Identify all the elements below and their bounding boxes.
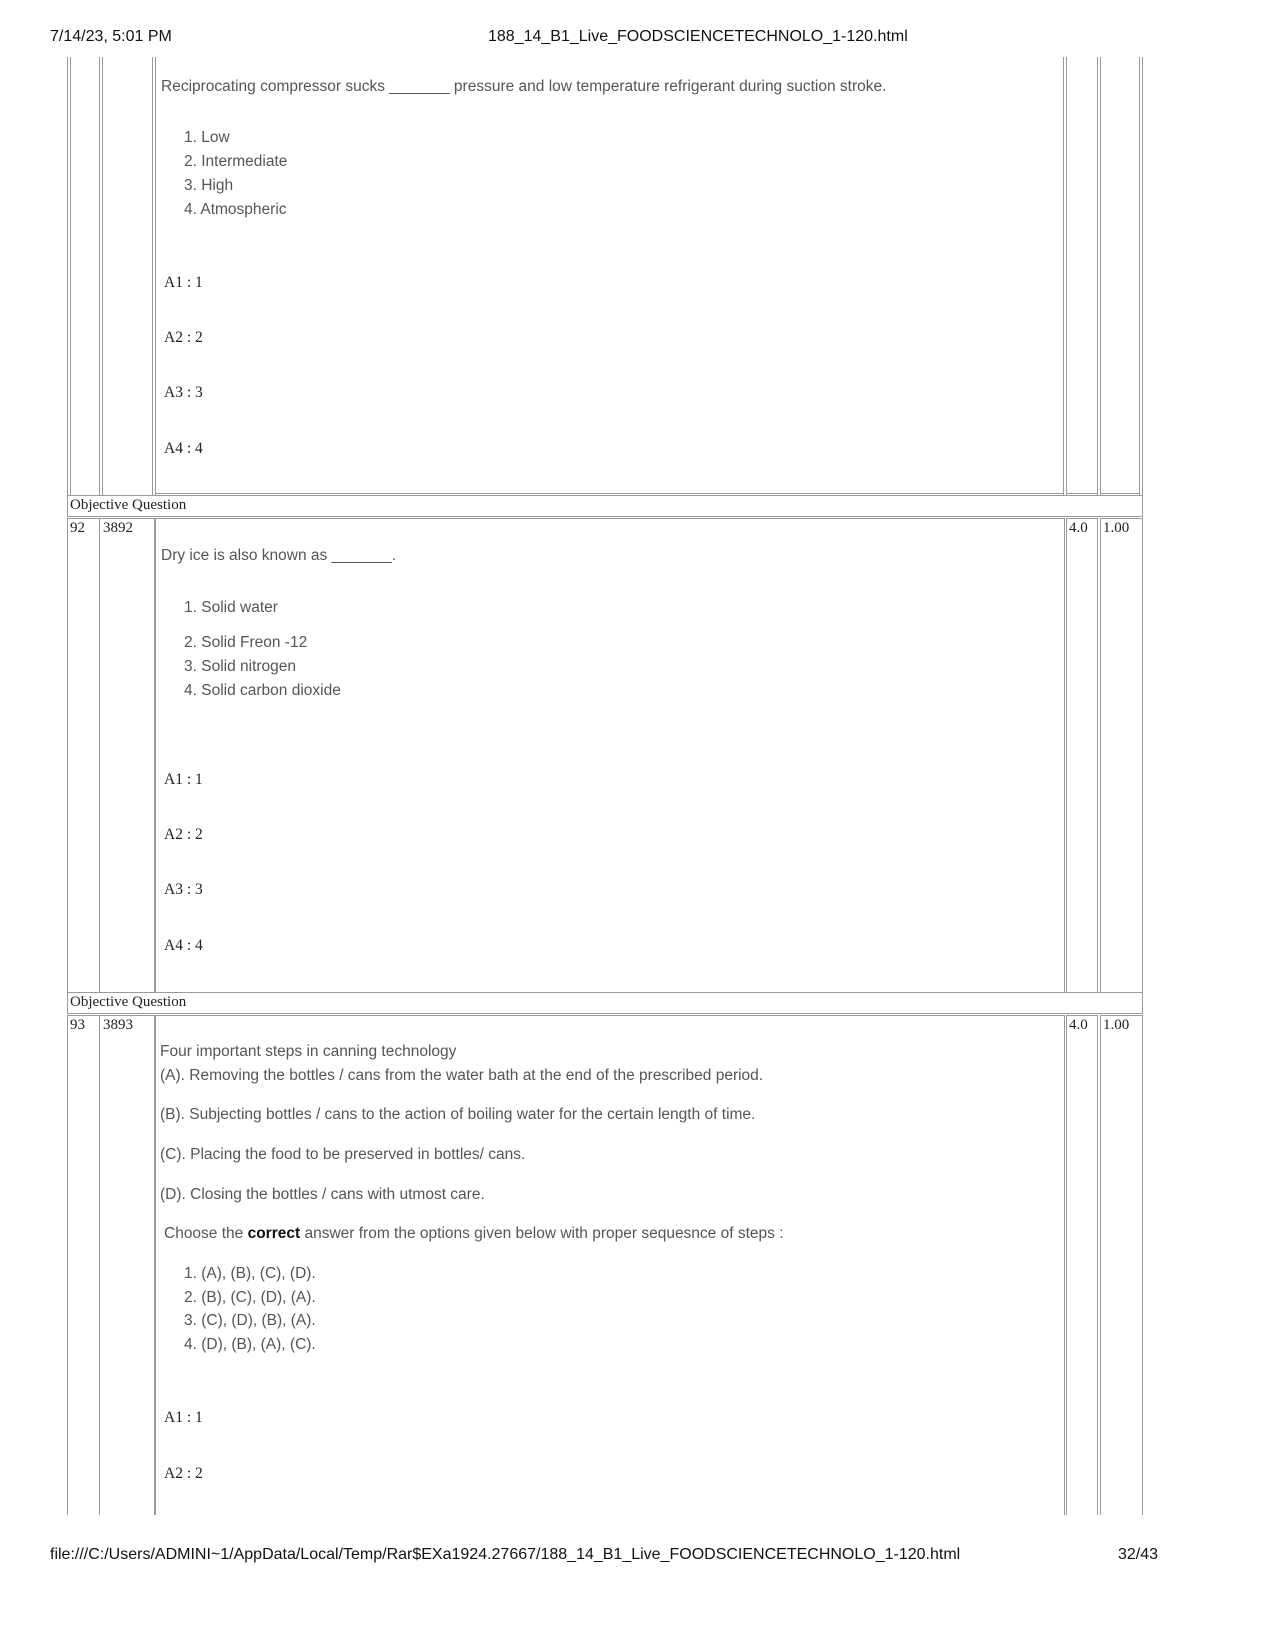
q93-option-3: 3. (C), (D), (B), (A). bbox=[184, 1312, 316, 1329]
q93-instruction: Choose the correct answer from the options given below with proper sequesnce of steps : bbox=[164, 1225, 784, 1242]
q93-number-cell bbox=[67, 1015, 100, 1515]
q93-negative-cell bbox=[1100, 1015, 1143, 1515]
q93-option-1: 1. (A), (B), (C), (D). bbox=[184, 1265, 316, 1282]
q92-marks: 4.0 bbox=[1069, 520, 1088, 536]
q92-answer-2: A2 : 2 bbox=[164, 826, 203, 843]
q93-answer-1: A1 : 1 bbox=[164, 1409, 203, 1426]
q93-negative: 1.00 bbox=[1103, 1017, 1130, 1033]
q93-step-a: (A). Removing the bottles / cans from the water bath at the end of the prescribed period. bbox=[160, 1067, 764, 1084]
q93-step-c: (C). Placing the food to be preserved in bottles/ cans. bbox=[160, 1146, 526, 1163]
q93-id: 3893 bbox=[103, 1017, 133, 1033]
q92-option-3: 3. Solid nitrogen bbox=[184, 658, 297, 675]
q91-answer-3: A3 : 3 bbox=[164, 384, 203, 401]
q92-answer-1: A1 : 1 bbox=[164, 771, 203, 788]
q92-option-4: 4. Solid carbon dioxide bbox=[184, 682, 341, 699]
q92-answer-4: A4 : 4 bbox=[164, 937, 203, 954]
q92-type-row bbox=[67, 495, 1143, 517]
q91-option-4: 4. Atmospheric bbox=[184, 201, 287, 218]
q93-type-label: Objective Question bbox=[70, 994, 187, 1010]
q92-number: 92 bbox=[70, 520, 85, 536]
question-92-text: Dry ice is also known as _______. bbox=[161, 547, 397, 564]
q91-answer-4: A4 : 4 bbox=[164, 440, 203, 457]
q92-id: 3892 bbox=[103, 520, 133, 536]
q92-negative: 1.00 bbox=[1103, 520, 1130, 536]
q92-content-cell bbox=[155, 518, 1065, 993]
q92-option-2: 2. Solid Freon -12 bbox=[184, 634, 308, 651]
q93-number: 93 bbox=[70, 1017, 85, 1033]
q93-option-2: 2. (B), (C), (D), (A). bbox=[184, 1289, 316, 1306]
q93-answer-2: A2 : 2 bbox=[164, 1465, 203, 1482]
q93-option-4: 4. (D), (B), (A), (C). bbox=[184, 1336, 316, 1353]
document-title: 188_14_B1_Live_FOODSCIENCETECHNOLO_1-120.html bbox=[488, 28, 908, 45]
q93-marks-cell bbox=[1066, 1015, 1098, 1515]
q93-instruction-emphasis: correct bbox=[247, 1225, 301, 1242]
q92-answer-3: A3 : 3 bbox=[164, 881, 203, 898]
q91-option-1: 1. Low bbox=[184, 129, 230, 146]
q93-step-d: (D). Closing the bottles / cans with utmost care. bbox=[160, 1186, 485, 1203]
question-91-text: Reciprocating compressor sucks _______ pressure and low temperature refrigerant during suction stroke. bbox=[161, 78, 887, 95]
q93-marks: 4.0 bbox=[1069, 1017, 1088, 1033]
q91-answer-1: A1 : 1 bbox=[164, 274, 203, 291]
print-datetime: 7/14/23, 5:01 PM bbox=[50, 28, 172, 45]
q92-type-label: Objective Question bbox=[70, 497, 187, 513]
q92-marks-cell bbox=[1066, 518, 1098, 993]
q92-number-cell bbox=[67, 518, 100, 993]
q91-answer-2: A2 : 2 bbox=[164, 329, 203, 346]
q92-id-cell bbox=[99, 518, 155, 993]
q93-step-b: (B). Subjecting bottles / cans to the action of boiling water for the certain length of time. bbox=[160, 1106, 756, 1123]
q91-option-3: 3. High bbox=[184, 177, 234, 194]
q93-type-row bbox=[67, 992, 1143, 1014]
file-path: file:///C:/Users/ADMINI~1/AppData/Local/Temp/Rar$EXa1924.27667/188_14_B1_Live_FOODSCIENCETECHNOLO_1-120.html bbox=[50, 1546, 961, 1563]
question-93-intro: Four important steps in canning technology bbox=[160, 1043, 457, 1060]
q92-option-1: 1. Solid water bbox=[184, 599, 278, 616]
q91-option-2: 2. Intermediate bbox=[184, 153, 288, 170]
q92-negative-cell bbox=[1100, 518, 1143, 993]
page-number: 32/43 bbox=[1118, 1546, 1159, 1563]
q93-id-cell bbox=[99, 1015, 155, 1515]
